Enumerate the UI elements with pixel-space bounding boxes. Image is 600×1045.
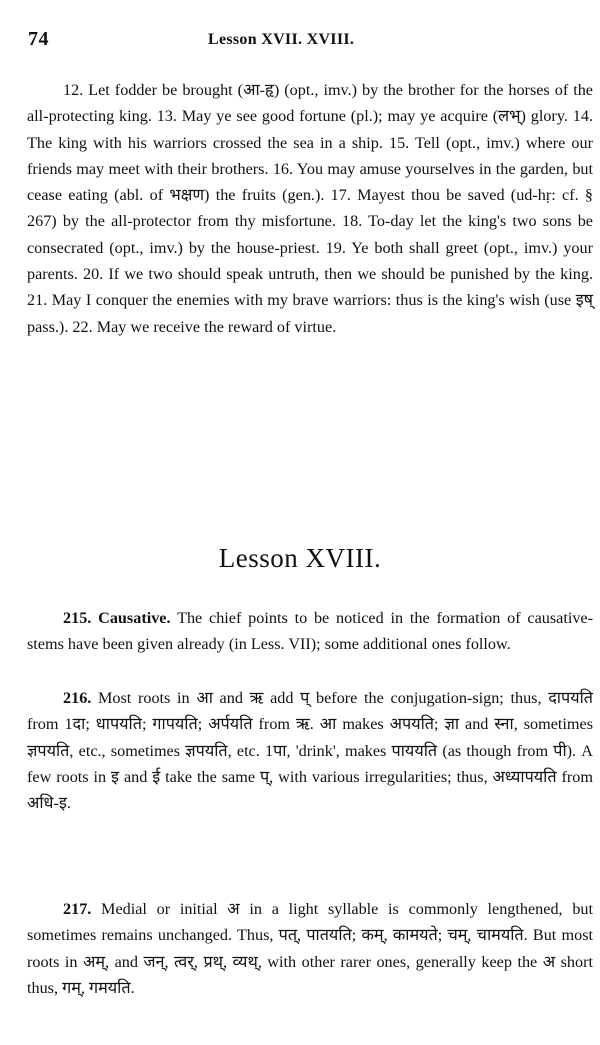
page-header: [28, 28, 572, 52]
section-text: Medial or initial अ in a light syllable is commonly lengthened, but sometimes remains unchanged. Thus, पत्, पातयति; कम्, कामयते; चम्, चामयति. But most roots in अम्, and जन्, त्वर्, प्रथ्, व्यथ्, with other rarer ones, generally keep the अ short thus, गम्, गमयति.: [27, 900, 593, 997]
section-216: [27, 685, 593, 816]
section-text: The chief points to be noticed in the formation of causative-stems have been given already (in Less. VII); some additional ones follow.: [27, 609, 594, 654]
section-number: 215.: [63, 609, 92, 627]
section-number: 216.: [63, 689, 92, 707]
section-title: Causative.: [98, 609, 171, 627]
lesson-title: Lesson XVIII.: [218, 543, 382, 573]
section-text: Most roots in आ and ऋ add प् before the conjugation-sign; thus, दापयति from 1दा; धापयति; गापयति; अर्पयति from ऋ. आ makes अपयति; ज्ञा and स्ना, sometimes ज्ञपयति, etc., sometimes ज्ञपयति, etc. 1पा, 'drink', makes पाययति (as though from पी). A few roots in इ and ई take the same प्, with various irregularities; thus, अध्यापयति from अधि-इ.: [27, 689, 593, 813]
section-215: [27, 605, 593, 658]
page-number: 74: [28, 28, 49, 50]
exercise-paragraph: 12. Let fodder be brought (आ-हृ) (opt., imv.) by the brother for the horses of the all-protecting king. 13. May ye see good fortune (pl.); may ye acquire (लभ्) glory. 14. The king with his warriors crossed the sea in a ship. 15. Tell (opt., imv.) where our friends may meet with their brothers. 16. You may amuse yourselves in the garden, but cease eating (abl. of भक्षण) the fruits (gen.). 17. Mayest thou be saved (ud-hṛ: cf. § 267) by the all-protector from thy misfortune. 18. To-day let the king's two sons be consecrated (opt., imv.) by the house-priest. 19. Ye both shall greet (opt., imv.) your parents. 20. If we two should speak untruth, then we should be punished by the king. 21. May I conquer the enemies with my brave warriors: thus is the king's wish (use इष् pass.). 22. May we receive the reward of virtue.: [27, 81, 593, 336]
section-number: 217.: [63, 900, 92, 918]
section-217: [27, 896, 593, 1001]
running-head: Lesson XVII. XVIII.: [208, 31, 355, 48]
